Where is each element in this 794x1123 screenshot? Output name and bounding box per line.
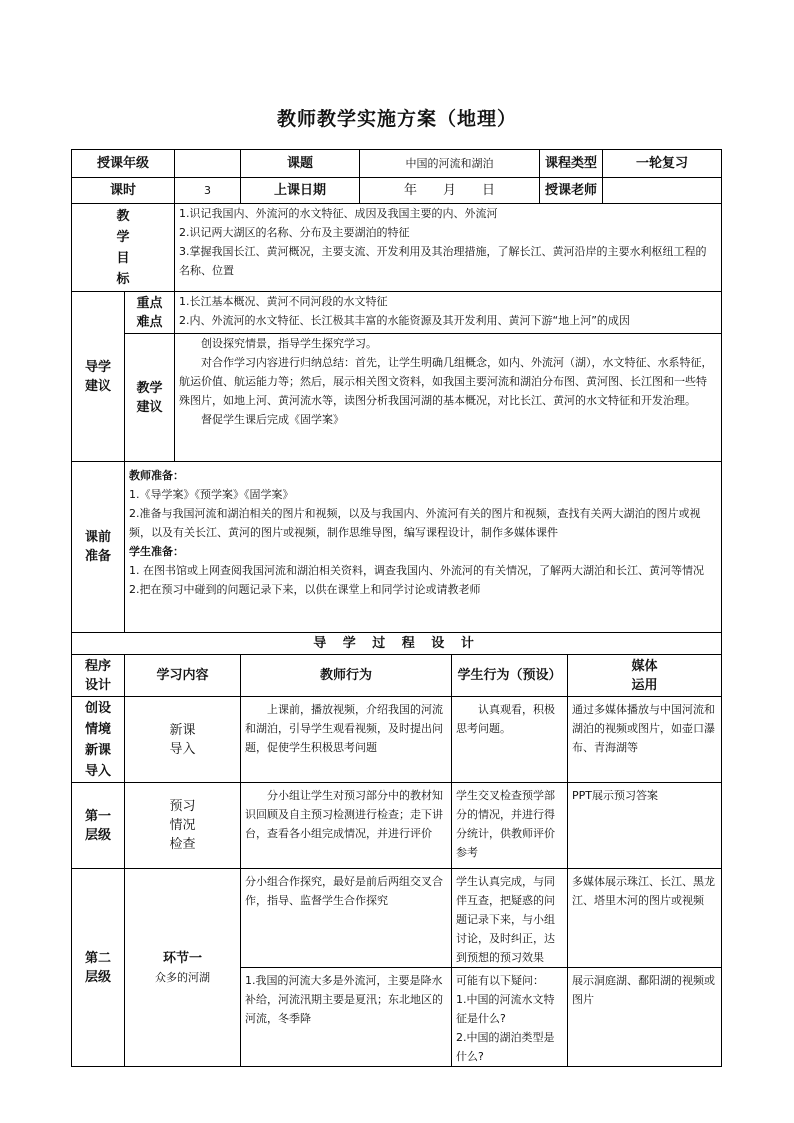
goals-row [72,204,722,292]
prep-content [125,462,722,633]
process-row [72,697,722,783]
row-content: 预习 情况 检查 [125,783,241,869]
teacher-prep-heading: 教师准备： [129,469,184,482]
hours-value: 3 [175,178,241,204]
date-value: 年 月 日 [360,178,540,204]
goal-item: 3.掌握我国长江、黄河概况，主要支流、开发利用及其治理措施，了解长江、黄河沿岸的主要水利枢纽工程的名称、位置 [179,245,707,277]
goal-item: 2.识记两大湖区的名称、分布及主要湖泊的特征 [179,226,410,239]
row-teacher: 1.我国的河流大多是外流河，主要是降水补给，河流汛期主要是夏汛；东北地区的河流，冬季降 [241,968,452,1067]
row-teacher: 分小组让学生对预习部分中的教材知识回顾及自主预习检测进行检查；走下讲台，查看各小组完成情况，并进行评价 [241,783,452,869]
key-point-item: 2.内、外流河的水文特征、长江极其丰富的水能资源及其开发利用、黄河下游“地上河”的成因 [179,314,630,327]
student-prep-item: 2.把在预习中碰到的问题记录下来，以供在课堂上和同学讨论或请教老师 [129,583,481,596]
grade-value [175,150,241,178]
process-row [72,783,722,869]
col-step-header: 程序 设计 [72,655,125,697]
col-teacher-header: 教师行为 [241,655,452,697]
row-content [125,869,241,1067]
row-content-title: 环节一 [163,950,203,966]
row-teacher: 上课前，播放视频，介绍我国的河流和湖泊，引导学生观看视频，及时提出问题，促使学生积极思考问题 [241,697,452,783]
col-media-header: 媒体 运用 [568,655,722,697]
row-media: 展示洞庭湖、鄱阳湖的视频或图片 [568,968,722,1067]
teacher-prep-item: 1.《导学案》《预学案》《固学案》 [129,488,294,501]
row-content: 新课 导入 [125,697,241,783]
key-points-row [72,292,722,334]
col-content-header: 学习内容 [125,655,241,697]
row-step: 第一 层级 [72,783,125,869]
teaching-row [72,334,722,462]
info-row-2 [72,178,722,204]
date-label: 上课日期 [241,178,360,204]
prep-label: 课前 准备 [72,462,125,633]
teacher-label: 授课老师 [540,178,603,204]
type-value: 一轮复习 [603,150,722,178]
student-prep-item: 1. 在图书馆或上网查阅我国河流和湖泊相关资料，调查我国内、外流河的有关情况，了解两大湖泊和长江、黄河等情况 [129,564,704,577]
row-media: PPT展示预习答案 [568,783,722,869]
teaching-item: 督促学生课后完成《固学案》 [201,413,345,426]
teaching-label: 教学 建议 [125,334,175,462]
grade-label: 授课年级 [72,150,175,178]
key-points-content [175,292,722,334]
type-label: 课程类型 [540,150,603,178]
key-point-item: 1.长江基本概况、黄河不同河段的水文特征 [179,295,388,308]
topic-label: 课题 [241,150,360,178]
row-content-sub: 众多的河湖 [155,970,210,984]
process-heading: 导 学 过 程 设 计 [72,633,722,655]
row-student: 可能有以下疑问： 1.中国的河流水文特征是什么? 2.中国的湖泊类型是什么? [452,968,568,1067]
row-step: 创设 情境 新课 导入 [72,697,125,783]
row-student: 学生认真完成，与同伴互查，把疑惑的问题记录下来，与小组讨论，及时纠正，达到预想的预习效果 [452,869,568,968]
hours-label: 课时 [72,178,175,204]
row-media: 通过多媒体播放与中国河流和湖泊的视频或图片，如壶口瀑布、青海湖等 [568,697,722,783]
goals-content [175,204,722,292]
row-student: 认真观看，积极思考问题。 [452,697,568,783]
guide-label: 导学 建议 [72,292,125,462]
prep-row [72,462,722,633]
process-header-row [72,655,722,697]
key-points-label: 重点 难点 [125,292,175,334]
col-student-header: 学生行为（预设） [452,655,568,697]
info-row-1 [72,150,722,178]
teacher-prep-item: 2.准备与我国河流和湖泊相关的图片和视频，以及与我国内、外流河有关的图片和视频，查找有关两大湖泊的图片或视频，以及有关长江、黄河的图片或视频，制作思维导图，编写课程设计，制作多媒体课件 [129,507,701,539]
process-heading-row [72,633,722,655]
teaching-content [175,334,722,462]
row-step: 第二 层级 [72,869,125,1067]
row-media: 多媒体展示珠江、长江、黑龙江、塔里木河的图片或视频 [568,869,722,968]
page-title: 教师教学实施方案（地理） [276,108,517,130]
process-row [72,869,722,968]
row-student: 学生交叉检查预学部分的情况，并进行得分统计，供教师评价参考 [452,783,568,869]
teaching-item: 创设探究情景，指导学生探究学习。 [201,337,378,350]
teacher-value [603,178,722,204]
goal-item: 1.识记我国内、外流河的水文特征、成因及我国主要的内、外流河 [179,207,498,220]
row-teacher: 分小组合作探究，最好是前后两组交叉合作，指导、监督学生合作探究 [241,869,452,968]
student-prep-heading: 学生准备： [129,545,184,558]
lesson-plan-table [71,149,722,1067]
teaching-item: 对合作学习内容进行归纳总结：首先，让学生明确几组概念，如内、外流河（湖），水文特征、水系特征，航运价值、航运能力等；然后，展示相关图文资料，如我国主要河流和湖泊分布图、黄河图、长江图和一些特殊图片，如地上河、黄河流水等，读图分析我国河湖的基本概况，对比长江、黄河的水文特征和开发治理。 [179,356,713,407]
goals-label: 教 学 目 标 [72,204,175,292]
topic-value: 中国的河流和湖泊 [360,150,540,178]
